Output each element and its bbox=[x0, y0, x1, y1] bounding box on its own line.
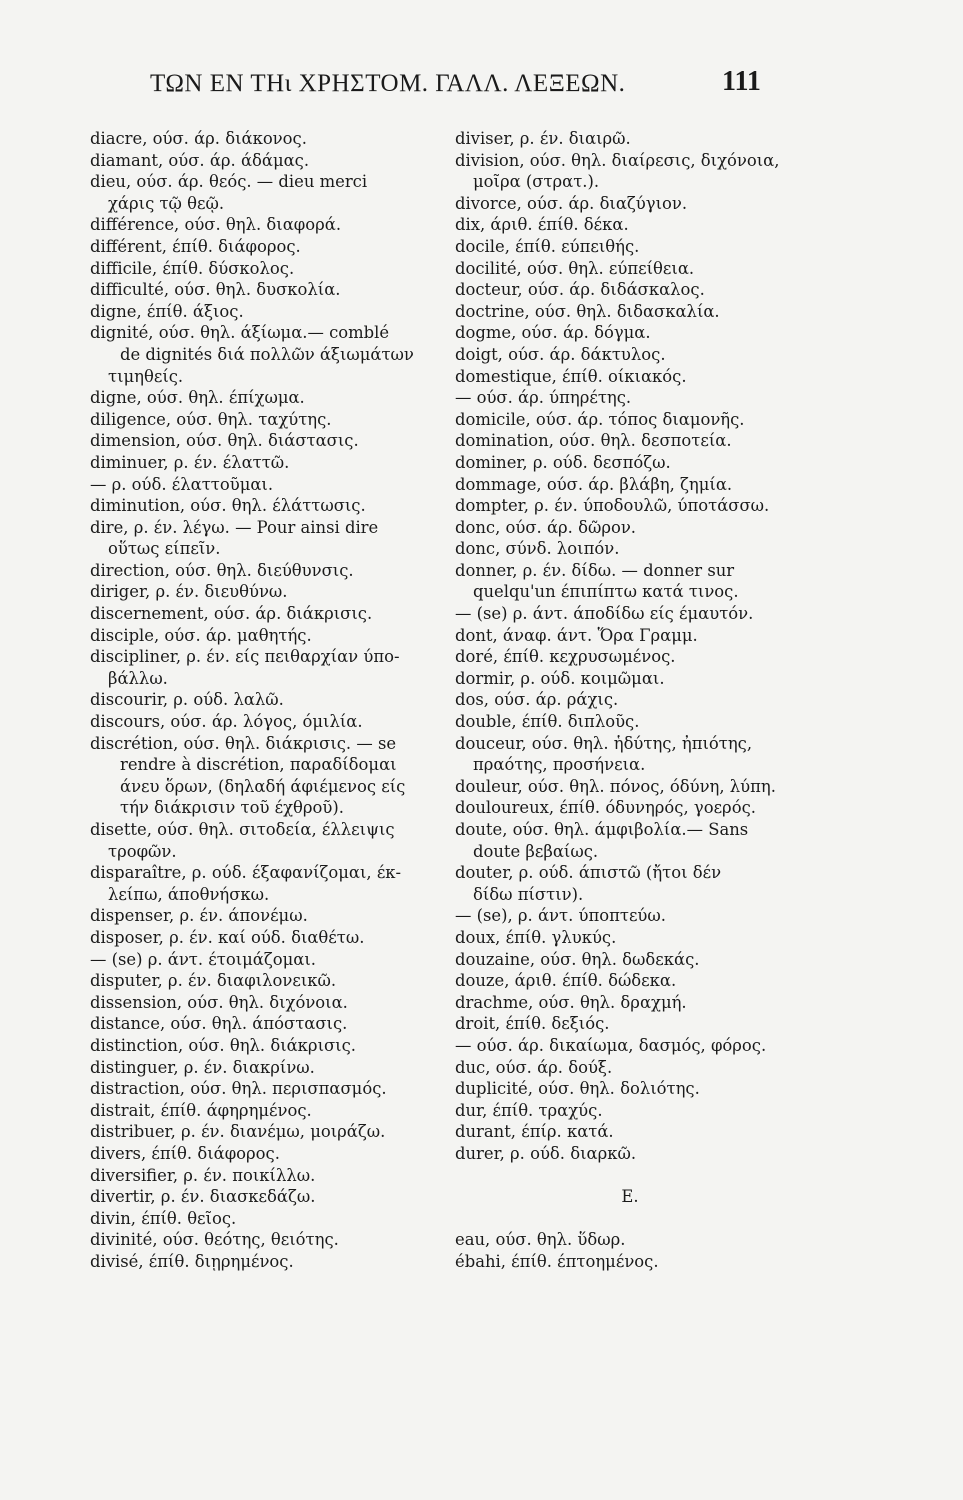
entry-line: — ρ. ούδ. έλαττοῦμαι. bbox=[90, 474, 274, 494]
entry-line: βάλλω. bbox=[108, 668, 168, 688]
entry-line: douleur, ούσ. θηλ. πόνος, όδύνη, λύπη. bbox=[455, 776, 776, 796]
entry-line: doigt, ούσ. άρ. δάκτυλος. bbox=[455, 344, 666, 364]
entry-line: τροφῶν. bbox=[108, 841, 177, 861]
entry-line: dominer, ρ. ούδ. δεσπόζω. bbox=[455, 452, 671, 472]
entry-line: durer, ρ. ούδ. διαρκῶ. bbox=[455, 1143, 637, 1163]
entry-line: — ούσ. άρ. ύπηρέτης. bbox=[455, 388, 632, 408]
entry-line: λείπω, άποθνήσκω. bbox=[108, 884, 270, 904]
entry-line: χάρις τῷ θεῷ. bbox=[108, 193, 225, 213]
entry-line: doré, έπίθ. κεχρυσωμένος. bbox=[455, 647, 676, 667]
entry-line: divers, έπίθ. διάφορος. bbox=[90, 1143, 280, 1163]
entry-line: duplicité, ούσ. θηλ. δολιότης. bbox=[455, 1079, 700, 1099]
entry-line: μοῖρα (στρατ.). bbox=[473, 172, 600, 192]
entry-line: distraction, ούσ. θηλ. περισπασμός. bbox=[90, 1079, 387, 1099]
entry-line: discernement, ούσ. άρ. διάκρισις. bbox=[90, 604, 373, 624]
entry-line: δίδω πίστιν). bbox=[473, 884, 584, 904]
entry-line: difficulté, ούσ. θηλ. δυσκολία. bbox=[90, 280, 341, 300]
entry-line: quelqu'un έπιπίπτω κατά τινος. bbox=[473, 582, 739, 602]
page-number: 111 bbox=[722, 66, 761, 97]
entry-line: άνευ ὅρων, (δηλαδή άφιέμενος είς bbox=[120, 776, 406, 796]
entry-line: docilité, ούσ. θηλ. εύπείθεια. bbox=[455, 258, 695, 278]
entry-line: douceur, ούσ. θηλ. ἡδύτης, ἠπιότης, bbox=[455, 733, 753, 753]
entry-line: divinité, ούσ. θεότης, θειότης. bbox=[90, 1230, 339, 1250]
entry-line: doute βεβαίως. bbox=[473, 841, 599, 861]
entry-line: doux, έπίθ. γλυκύς. bbox=[455, 927, 617, 947]
entry-line: dispenser, ρ. έν. άπονέμω. bbox=[90, 906, 308, 926]
entry-line: dimension, ούσ. θηλ. διάστασις. bbox=[90, 431, 359, 451]
entry-line: direction, ούσ. θηλ. διεύθυνσις. bbox=[90, 560, 354, 580]
entry-line: donner, ρ. έν. δίδω. — donner sur bbox=[455, 560, 735, 580]
entry-line: de dignités διά πολλῶν άξιωμάτων bbox=[120, 344, 414, 364]
entry-line: πραότης, προσήνεια. bbox=[473, 755, 646, 775]
entry-line: diversifier, ρ. έν. ποικίλλω. bbox=[90, 1165, 316, 1185]
entry-line: doctrine, ούσ. θηλ. διδασκαλία. bbox=[455, 301, 720, 321]
entry-line: eau, ούσ. θηλ. ὕδωρ. bbox=[455, 1230, 626, 1250]
entry-line: divertir, ρ. έν. διασκεδάζω. bbox=[90, 1187, 316, 1207]
entry-line: τιμηθείς. bbox=[108, 366, 184, 386]
entry-line: οὕτως είπεῖν. bbox=[108, 539, 221, 559]
entry-line: dormir, ρ. ούδ. κοιμῶμαι. bbox=[455, 668, 665, 688]
entry-line: dur, έπίθ. τραχύς. bbox=[455, 1100, 603, 1120]
entry-line: — ούσ. άρ. δικαίωμα, δασμός, φόρος. bbox=[455, 1035, 767, 1055]
entry-line: — (se), ρ. άντ. ύποπτεύω. bbox=[455, 906, 666, 926]
entry-line: distrait, έπίθ. άφηρημένος. bbox=[90, 1100, 312, 1120]
entry-line: doute, ούσ. θηλ. άμφιβολία.— Sans bbox=[455, 820, 749, 839]
entry-line: difficile, έπίθ. δύσκολος. bbox=[90, 258, 295, 278]
entry-line: docteur, ούσ. άρ. διδάσκαλος. bbox=[455, 280, 705, 300]
entry-line: douze, άριθ. έπίθ. δώδεκα. bbox=[455, 971, 677, 991]
entry-line: discourir, ρ. ούδ. λαλῶ. bbox=[90, 690, 284, 710]
entry-line: diligence, ούσ. θηλ. ταχύτης. bbox=[90, 409, 332, 429]
entry-line: distinguer, ρ. έν. διακρίνω. bbox=[90, 1057, 315, 1077]
entry-line: τήν διάκρισιν τοῦ έχθροῦ). bbox=[120, 798, 344, 818]
entry-line: division, ούσ. θηλ. διαίρεσις, διχόνοια, bbox=[455, 150, 780, 170]
entry-line: dix, άριθ. έπίθ. δέκα. bbox=[455, 215, 629, 235]
entry-line: digne, ούσ. θηλ. έπίχωμα. bbox=[90, 388, 305, 408]
entry-line: disputer, ρ. έν. διαφιλονεικῶ. bbox=[90, 971, 337, 991]
entry-line bbox=[455, 1165, 805, 1187]
entry-line: douloureux, έπίθ. όδυνηρός, γοερός. bbox=[455, 798, 756, 818]
entry-line: diacre, ούσ. άρ. διάκονος. bbox=[90, 129, 307, 148]
entry-line: durant, έπίρ. κατά. bbox=[455, 1122, 614, 1142]
entry-line: discrétion, ούσ. θηλ. διάκρισις. — se bbox=[90, 733, 397, 753]
entry-line: diviser, ρ. έν. διαιρῶ. bbox=[455, 129, 631, 148]
entry-line: dos, ούσ. άρ. ράχις. bbox=[455, 690, 619, 710]
entry-line: différent, έπίθ. διάφορος. bbox=[90, 236, 301, 256]
entry-line: — (se) ρ. άντ. έτοιμάζομαι. bbox=[90, 949, 316, 969]
entry-line: dommage, ούσ. άρ. βλάβη, ζημία. bbox=[455, 474, 733, 494]
entry-line: domestique, έπίθ. οίκιακός. bbox=[455, 366, 687, 386]
entry-line: dignité, ούσ. θηλ. άξίωμα.— comblé bbox=[90, 323, 390, 343]
entry-line: digne, έπίθ. άξιος. bbox=[90, 301, 244, 321]
entry-line: docile, έπίθ. εύπειθής. bbox=[455, 236, 640, 256]
entry-line: douzaine, ούσ. θηλ. δωδεκάς. bbox=[455, 949, 700, 969]
entry-line: diamant, ούσ. άρ. άδάμας. bbox=[90, 150, 310, 170]
entry-line: double, έπίθ. διπλοῦς. bbox=[455, 712, 640, 732]
running-head: ΤΩΝ ΕΝ ΤΗι ΧΡΗΣΤΟΜ. ΓΑΛΛ. ΛΕΞΕΩΝ. bbox=[150, 70, 626, 97]
entry-line: différence, ούσ. θηλ. διαφορά. bbox=[90, 215, 342, 235]
entry-line: douter, ρ. ούδ. άπιστῶ (ἤτοι δέν bbox=[455, 863, 722, 883]
entry-line: domination, ούσ. θηλ. δεσποτεία. bbox=[455, 431, 732, 451]
entry-line: duc, ούσ. άρ. δούξ. bbox=[455, 1057, 613, 1077]
entry-line: dieu, ούσ. άρ. θεός. — dieu merci bbox=[90, 172, 368, 192]
entry-line: distribuer, ρ. έν. διανέμω, μοιράζω. bbox=[90, 1122, 386, 1142]
section-letter: E. bbox=[621, 1187, 639, 1207]
entry-line: donc, ούσ. άρ. δῶρον. bbox=[455, 517, 636, 537]
entry-line: dire, ρ. έν. λέγω. — Pour ainsi dire bbox=[90, 517, 379, 537]
entry-line: diminution, ούσ. θηλ. έλάττωσις. bbox=[90, 496, 366, 516]
entry-line: rendre à discrétion, παραδίδομαι bbox=[120, 755, 397, 775]
entry-line: distinction, ούσ. θηλ. διάκρισις. bbox=[90, 1035, 356, 1055]
entry-line bbox=[455, 1208, 805, 1230]
entry-line: disette, ούσ. θηλ. σιτοδεία, έλλειψις bbox=[90, 820, 395, 839]
entry-line: drachme, ούσ. θηλ. δραχμή. bbox=[455, 992, 687, 1012]
entry-line: distance, ούσ. θηλ. άπόστασις. bbox=[90, 1014, 348, 1034]
entry-line: disciple, ούσ. άρ. μαθητής. bbox=[90, 625, 312, 645]
entry-line: discours, ούσ. άρ. λόγος, όμιλία. bbox=[90, 712, 363, 732]
entry-line: divisé, έπίθ. διῃρημένος. bbox=[90, 1251, 294, 1271]
entry-line: diminuer, ρ. έν. έλαττῶ. bbox=[90, 452, 290, 472]
entry-line: dont, άναφ. άντ. Ὅρα Γραμμ. bbox=[455, 625, 698, 645]
entry-line: donc, σύνδ. λοιπόν. bbox=[455, 539, 620, 559]
entry-line: dissension, ούσ. θηλ. διχόνοια. bbox=[90, 992, 348, 1012]
entry-line: divin, έπίθ. θεῖος. bbox=[90, 1208, 237, 1228]
left-column bbox=[90, 128, 435, 1272]
entry-line: — (se) ρ. άντ. άποδίδω είς έμαυτόν. bbox=[455, 604, 754, 624]
entry-line: domicile, ούσ. άρ. τόπος διαμονῆς. bbox=[455, 409, 745, 429]
right-column bbox=[455, 128, 805, 1272]
entry-line: ébahi, έπίθ. έπτοημένος. bbox=[455, 1251, 659, 1271]
entry-line: divorce, ούσ. άρ. διαζύγιον. bbox=[455, 193, 688, 213]
entry-line: disposer, ρ. έν. καί ούδ. διαθέτω. bbox=[90, 927, 365, 947]
entry-line: dompter, ρ. έν. ύποδουλῶ, ύποτάσσω. bbox=[455, 496, 770, 516]
entry-line: discipliner, ρ. έν. είς πειθαρχίαν ύπο- bbox=[90, 647, 400, 667]
entry-line: droit, έπίθ. δεξιός. bbox=[455, 1014, 610, 1034]
entry-line: diriger, ρ. έν. διευθύνω. bbox=[90, 582, 288, 602]
entry-line: dogme, ούσ. άρ. δόγμα. bbox=[455, 323, 651, 343]
entry-line: disparaître, ρ. ούδ. έξαφανίζομαι, έκ- bbox=[90, 863, 402, 883]
